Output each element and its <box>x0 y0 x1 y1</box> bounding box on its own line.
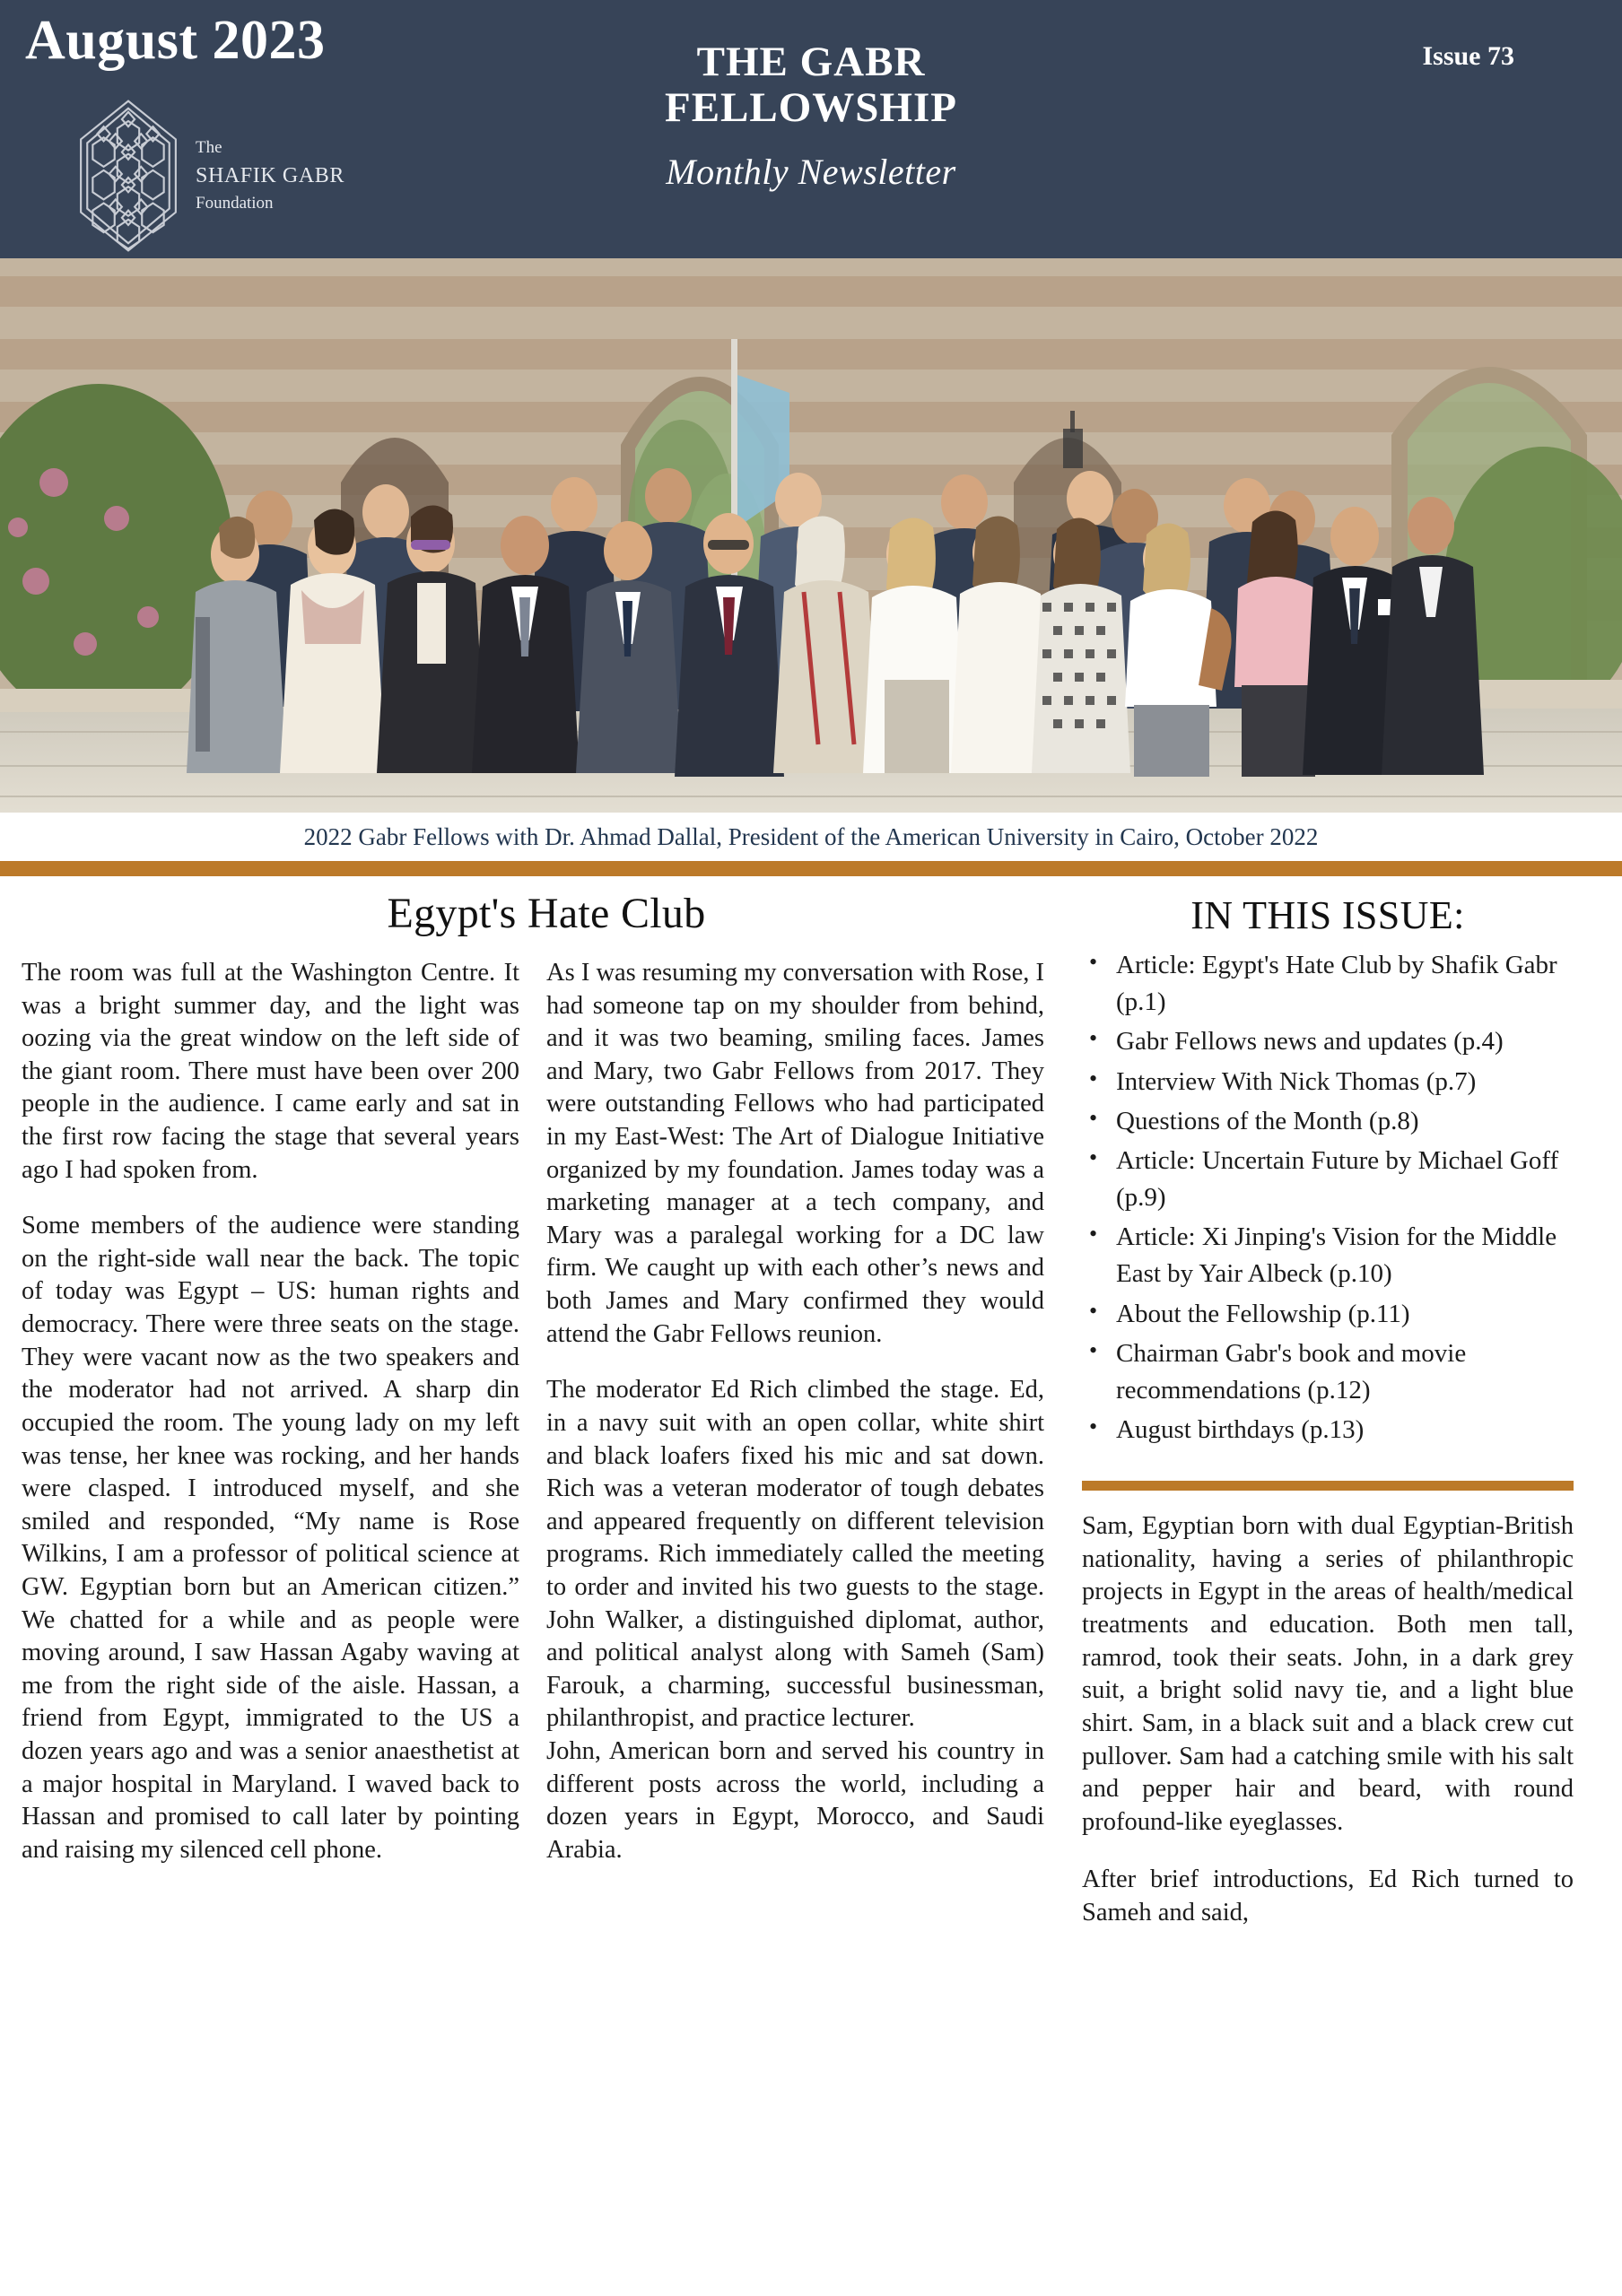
issue-number: Issue 73 <box>1422 41 1514 71</box>
column-middle <box>546 876 1071 1930</box>
column-right <box>1071 876 1574 1930</box>
paragraph: Some members of the audience were standing on the right-side wall near the back. The topic of today was Egypt – US: human rights and democracy. There were three seats on the stage. They were vacant now as the two speakers and the moderator had not arrived. A sharp din occupied the room. The young lady on my left was tense, her knee was rocking, and her hands were clasped. I introduced myself, and she smiled and responded, “My name is Rose Wilkins, I am a professor of political science at GW. Egyptian born but an American citizen.” We chatted for a while and as people were moving around, I saw Hassan Agaby waving at me from the right side of the aisle. Hassan, a friend from Egypt, immigrated to the US a dozen years ago and was a senior anaesthetist at a major hospital in Maryland. I waved back to Hassan and promised to call later by pointing and raising my silenced cell phone. <box>22 1212 519 1864</box>
article-content <box>0 876 1622 1930</box>
masthead <box>0 0 1622 258</box>
foundation-logo <box>74 97 344 255</box>
brand-subtitle: Monthly Newsletter <box>666 151 956 192</box>
list-item[interactable]: • Article: Egypt's Hate Club by Shafik Gabr (p.1) <box>1082 947 1574 1021</box>
paragraph: Sam, Egyptian born with dual Egyptian-British nationality, having a series of philanthropic projects in Egypt in the areas of health/medical treatments and education. Both men tall, ramrod, took their seats. John, in a dark grey suit, a bright solid navy tie, and a light blue shirt. Sam, in a black suit and a black crew cut pullover. Sam had a catching smile with his salt and pepper hair and beard, with round profound-like eyeglasses. <box>1082 1512 1574 1836</box>
photo-caption-band <box>0 813 1622 861</box>
list-item[interactable]: • August birthdays (p.13) <box>1082 1412 1574 1448</box>
page-title: Egypt's Hate Club <box>387 890 706 937</box>
list-item[interactable]: • About the Fellowship (p.11) <box>1082 1296 1574 1333</box>
logo-line-1: The <box>196 138 222 158</box>
list-item[interactable]: • Interview With Nick Thomas (p.7) <box>1082 1064 1574 1100</box>
in-this-issue-list <box>1082 947 1574 1448</box>
orange-divider-sidebar <box>1082 1481 1574 1491</box>
paragraph: After brief introductions, Ed Rich turned to Sameh and said, <box>1082 1866 1574 1926</box>
list-item[interactable]: • Article: Uncertain Future by Michael Goff (p.9) <box>1082 1143 1574 1216</box>
paragraph: As I was resuming my conversation with Rose, I had someone tap on my shoulder from behind, and it was two beaming, smiling faces. James and Mary, two Gabr Fellows from 2017. They were outstanding Fellows who had participated in my East-West: The Art of Dialogue Initiative organized by my foundation. James today was a marketing manager at a tech company, and Mary was a paralegal working for a DC law firm. We caught up with each other’s news and both James and Mary confirmed they would attend the Gabr Fellows reunion. <box>546 959 1044 1348</box>
paragraph: The moderator Ed Rich climbed the stage. Ed, in a navy suit with an open collar, white shirt and black loafers fixed his mic and sat down. Rich was a veteran moderator of tough debates and appeared frequently on different television programs. Rich immediately called the meeting to order and invited his two guests to the stage. John Walker, a distinguished diplomat, author, and political analyst along with Sameh (Sam) Farouk, a charming, successful businessman, philanthropist, and practice lecturer. <box>546 1376 1044 1733</box>
logo-line-2: SHAFIK GABR <box>196 163 344 187</box>
group-photo-illustration <box>0 258 1622 813</box>
in-this-issue-heading: IN THIS ISSUE: <box>1190 893 1465 937</box>
brand-title-line2: FELLOWSHIP <box>664 83 957 131</box>
orange-divider-top <box>0 861 1622 876</box>
logo-wordmark <box>196 135 344 216</box>
list-item[interactable]: • Questions of the Month (p.8) <box>1082 1103 1574 1140</box>
article-title-band <box>22 889 1071 952</box>
geometric-lattice-logo-icon <box>74 97 183 255</box>
list-item[interactable]: • Article: Xi Jinping's Vision for the Middle East by Yair Albeck (p.10) <box>1082 1219 1574 1292</box>
brand-title-line1: THE GABR <box>696 39 926 85</box>
logo-line-3: Foundation <box>196 194 274 213</box>
hero-photo <box>0 258 1622 813</box>
paragraph: John, American born and served his country in different posts across the world, including a dozen years in Egypt, Morocco, and Saudi Arabia. <box>546 1737 1044 1864</box>
list-item[interactable]: • Chairman Gabr's book and movie recommendations (p.12) <box>1082 1335 1574 1409</box>
paragraph: The room was full at the Washington Centre. It was a bright summer day, and the light was oozing via the great window on the left side of the giant room. There must have been over 200 people in the audience. I came early and sat in the first row facing the stage that several years ago I had spoken from. <box>22 959 519 1184</box>
photo-caption: 2022 Gabr Fellows with Dr. Ahmad Dallal, President of the American University in Cairo, October 2022 <box>303 822 1319 850</box>
issue-date: August 2023 <box>25 10 326 71</box>
column-left <box>22 876 546 1930</box>
list-item[interactable]: • Gabr Fellows news and updates (p.4) <box>1082 1023 1574 1060</box>
